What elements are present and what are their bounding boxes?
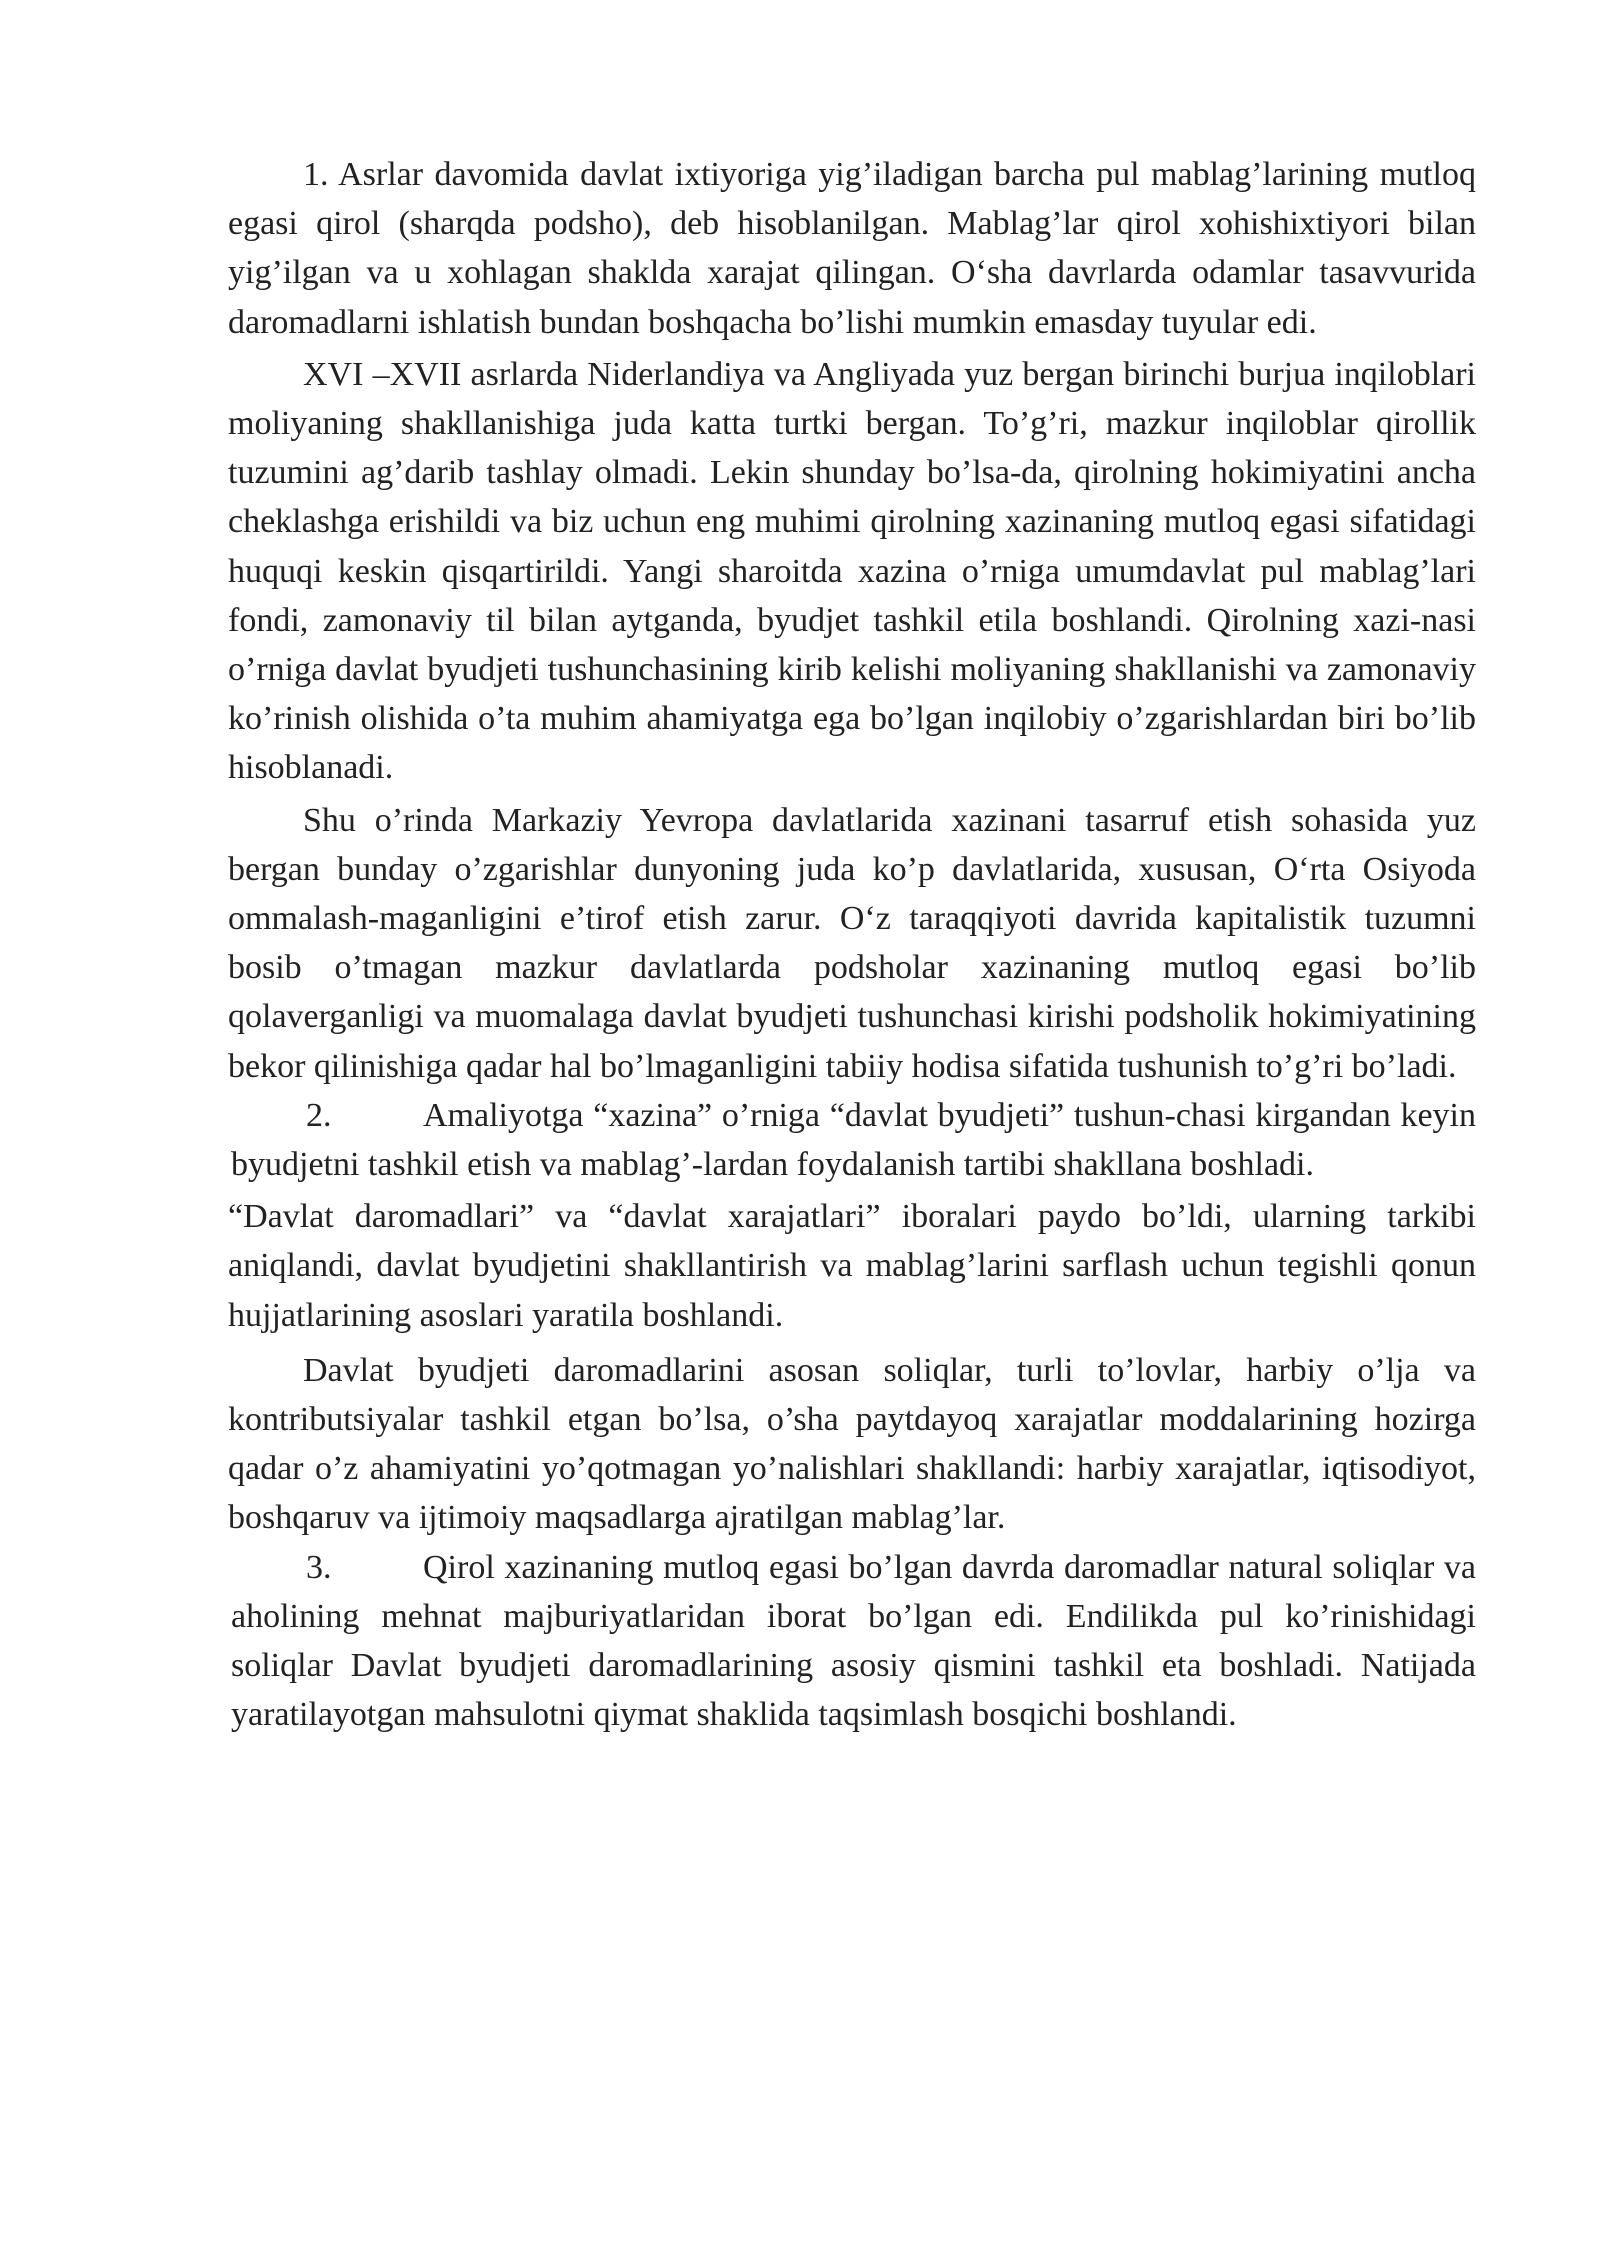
document-page (228, 150, 1476, 1740)
numbered-paragraph-2 (228, 1091, 1476, 1189)
paragraph-3: Shu o’rinda Markaziy Yevropa davlatlarida xazinani tasarruf etish sohasida yuz bergan bunday o’zgarishlar dunyoning juda ko’p davlatlarida, xususan, O‘rta Osiyoda ommalash-maganligini e’tirof etish zarur. O‘z taraqqiyoti davrida kapitalistik tuzumni bosib o’tmagan mazkur davlatlarda podsholar xazinaning mutloq egasi bo’lib qolaverganligi va muomalaga davlat byudjeti tushunchasi kirishi podsholik hokimiyatining bekor qilinishiga qadar hal bo’lmaganligini tabiiy hodisa sifatida tushunish to’g’ri bo’ladi. (228, 801, 1476, 1085)
numbered-paragraph-3 (228, 1543, 1476, 1740)
paragraph-1: 1. Asrlar davomida davlat ixtiyoriga yig’iladigan barcha pul mablag’larining mutloq egasi qirol (sharqda podsho), deb hisoblanilgan. Mablag’lar qirol xohishixtiyori bilan yig’ilgan va u xohlagan shaklda xarajat qilingan. O‘sha davrlarda odamlar tasavvurida daromadlarni ishlatish bundan boshqacha bo’lishi mumkin emasday tuyular edi. (228, 156, 1476, 341)
paragraph-text: Qirol xazinaning mutloq egasi bo’lgan davrda daromadlar natural soliqlar va aholining mehnat majburiyatlaridan iborat bo’lgan edi. Endilikda pul ko’rinishidagi soliqlar Davlat byudjeti daromadlarining asosiy qismini tashkil eta boshladi. Natijada yaratilayotgan mahsulotni qiymat shaklida taqsimlash bosqichi boshlandi. (231, 1548, 1476, 1734)
paragraph-number: 3. (306, 1548, 332, 1586)
paragraph-6: Davlat byudjeti daromadlarini asosan soliqlar, turli to’lovlar, harbiy o’lja va kontributsiyalar tashkil etgan bo’lsa, o’sha paytdayoq xarajatlar moddalarining hozirga qadar o’z ahamiyatini yo’qotmagan yo’nalishlari shakllandi: harbiy xarajatlar, iqtisodiyot, boshqaruv va ijtimoiy maqsadlarga ajratilgan mablag’lar. (228, 1351, 1476, 1537)
paragraph-text: Amaliyotga “xazina” o’rniga “davlat byudjeti” tushun-chasi kirgandan keyin byudjetni tashkil etish va mablag’-lardan foydalanish tartibi shakllana boshladi. (231, 1096, 1476, 1184)
paragraph-number: 2. (306, 1096, 332, 1134)
paragraph-5: “Davlat daromadlari” va “davlat xarajatlari” iboralari paydo bo’ldi, ularning tarkibi aniqlandi, davlat byudjetini shakllantirish va mablag’larini sarflash uchun tegishli qonun hujjatlarining asoslari yaratila boshlandi. (228, 1198, 1476, 1334)
paragraph-2: XVI –XVII asrlarda Niderlandiya va Angliyada yuz bergan birinchi burjua inqiloblari moliyaning shakllanishiga juda katta turtki bergan. To’g’ri, mazkur inqiloblar qirollik tuzumini ag’darib tashlay olmadi. Lekin shunday bo’lsa-da, qirolning hokimiyatini ancha cheklashga erishildi va biz uchun eng muhimi qirolning xazinaning mutloq egasi sifatidagi huquqi keskin qisqartirildi. Yangi sharoitda xazina o’rniga umumdavlat pul mablag’lari fondi, zamonaviy til bilan aytganda, byudjet tashkil etila boshlandi. Qirolning xazi-nasi o’rniga davlat byudjeti tushunchasining kirib kelishi moliyaning shakllanishi va zamonaviy ko’rinish olishida o’ta muhim ahamiyatga ega bo’lgan inqilobiy o’zgarishlardan biri bo’lib hisoblanadi. (228, 355, 1476, 787)
